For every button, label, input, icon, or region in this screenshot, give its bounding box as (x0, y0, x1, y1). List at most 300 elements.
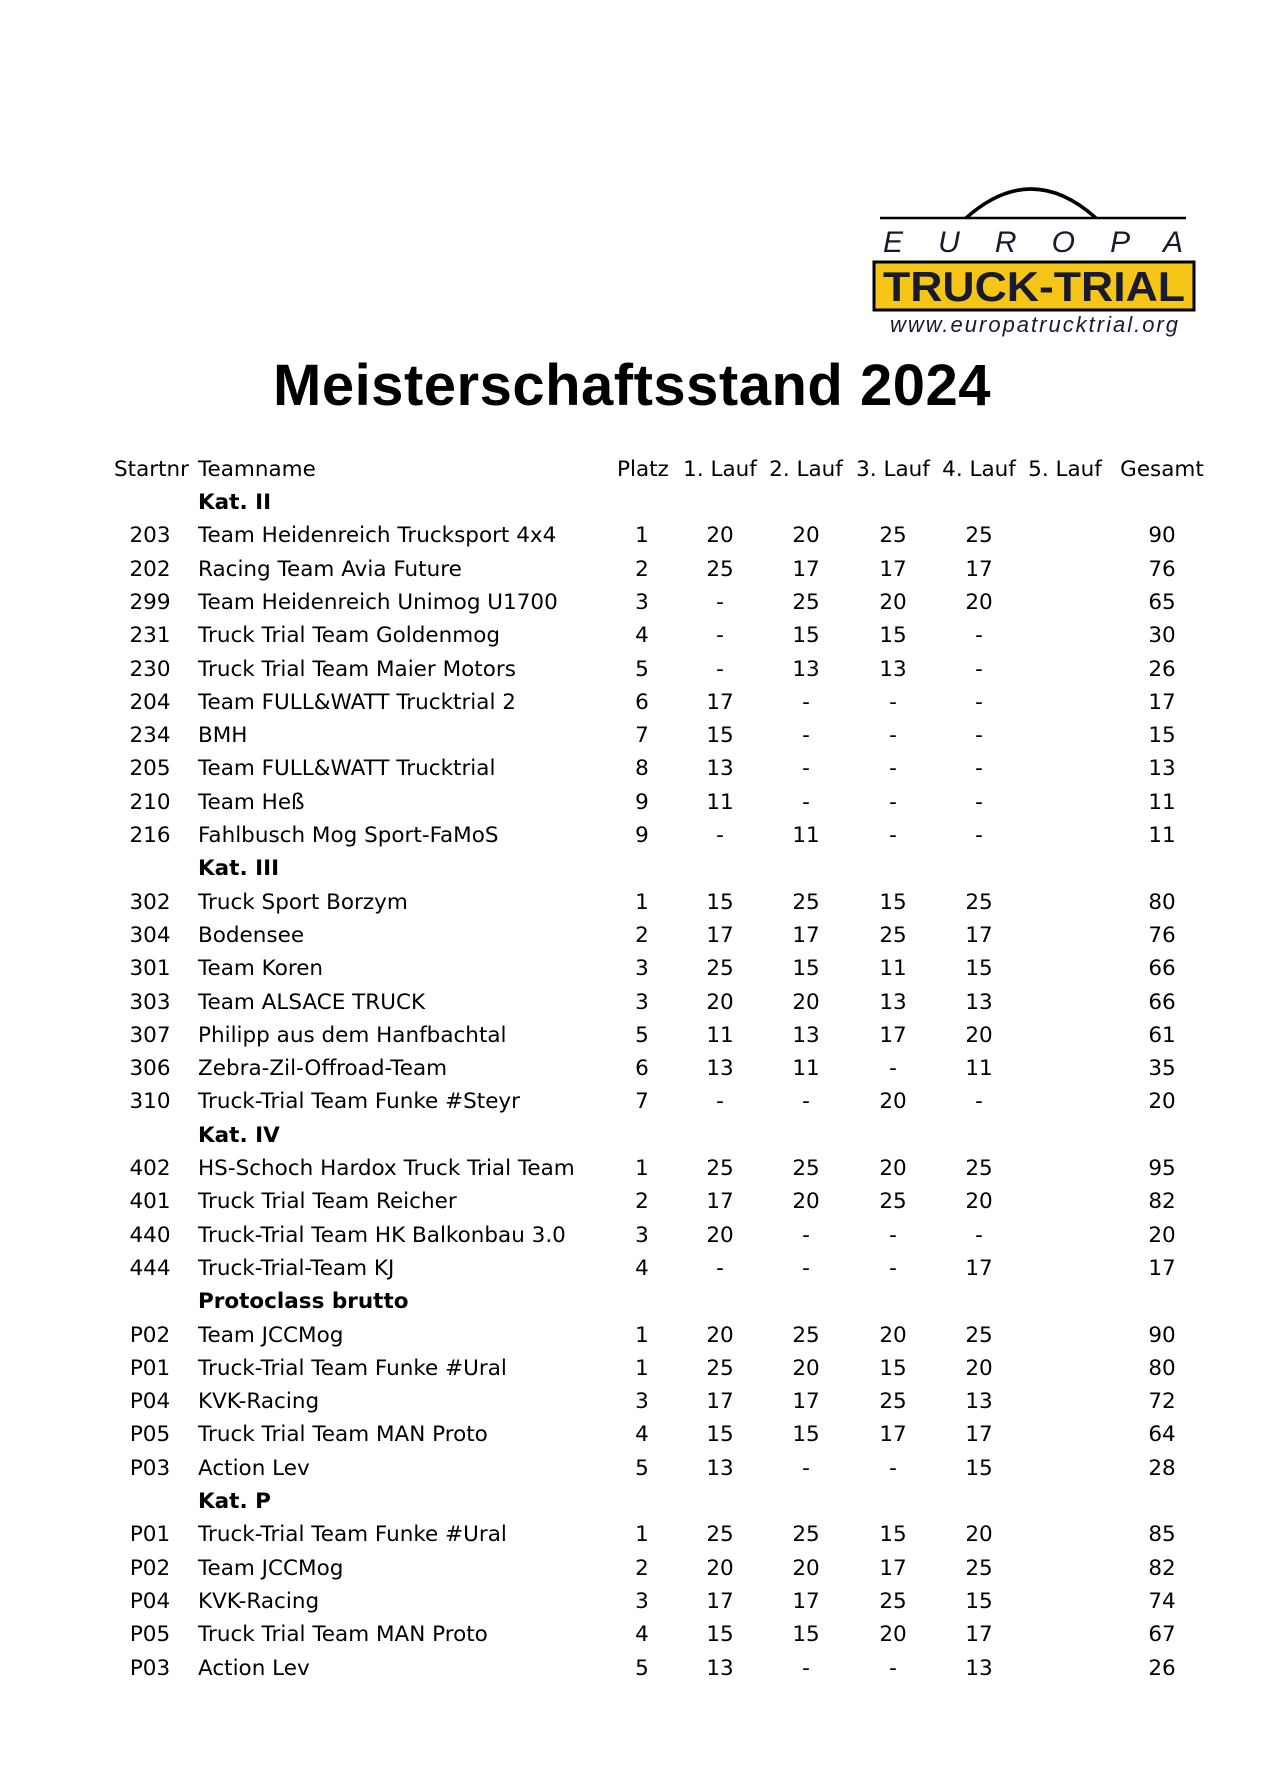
header-lauf-4: 4. Lauf (942, 457, 1016, 482)
cell-lauf-1: 17 (706, 922, 734, 948)
cell-lauf-2: 25 (792, 1322, 820, 1348)
cell-lauf-1: 25 (706, 1355, 734, 1381)
cell-lauf-2: - (802, 1089, 810, 1115)
cell-lauf-4: 17 (965, 1422, 993, 1448)
cell-gesamt: 76 (1148, 556, 1176, 582)
cell-lauf-2: 11 (792, 823, 820, 848)
header-startnr: Startnr (114, 457, 189, 482)
cell-lauf-4: 25 (965, 523, 993, 549)
table-row (0, 1052, 1264, 1085)
page-title: Meisterschaftsstand 2024 (273, 353, 991, 418)
cell-lauf-2: - (802, 723, 810, 749)
cell-startnr: P03 (129, 1655, 171, 1681)
category-heading (0, 1119, 1264, 1152)
cell-gesamt: 85 (1148, 1522, 1176, 1548)
cell-lauf-2: - (802, 756, 810, 782)
cell-platz: 3 (635, 956, 649, 982)
table-row (0, 519, 1264, 552)
cell-gesamt: 13 (1148, 756, 1176, 782)
table-row (0, 1652, 1264, 1685)
cell-gesamt: 35 (1148, 1056, 1176, 1082)
cell-teamname: BMH (198, 723, 248, 749)
cell-startnr: 203 (129, 523, 171, 549)
cell-lauf-3: 20 (879, 1322, 907, 1348)
cell-lauf-1: 20 (706, 1555, 734, 1581)
cell-platz: 4 (635, 1422, 649, 1448)
cell-lauf-1: 13 (706, 756, 734, 782)
table-row (0, 786, 1264, 819)
cell-platz: 2 (635, 922, 649, 948)
cell-lauf-1: - (716, 623, 724, 649)
table-row (0, 1385, 1264, 1418)
header-platz: Platz (617, 457, 669, 482)
cell-startnr: 301 (129, 956, 171, 982)
cell-gesamt: 17 (1148, 689, 1176, 715)
cell-teamname: KVK-Racing (198, 1588, 320, 1614)
cell-lauf-2: 13 (792, 656, 820, 682)
cell-lauf-4: - (975, 1222, 983, 1248)
cell-lauf-2: 25 (792, 589, 820, 615)
cell-lauf-1: 17 (706, 1389, 734, 1415)
cell-lauf-3: - (889, 723, 897, 749)
cell-platz: 1 (635, 523, 649, 549)
cell-startnr: 444 (129, 1255, 171, 1281)
cell-platz: 3 (635, 989, 649, 1015)
cell-teamname: Truck Trial Team MAN Proto (198, 1422, 488, 1448)
cell-lauf-2: 17 (792, 922, 820, 948)
cell-teamname: Team Heß (198, 789, 305, 815)
cell-startnr: 440 (129, 1222, 171, 1248)
cell-lauf-4: - (975, 723, 983, 749)
cell-lauf-3: - (889, 1655, 897, 1681)
cell-lauf-4: - (975, 823, 983, 848)
table-row (0, 1185, 1264, 1218)
cell-lauf-1: - (716, 1089, 724, 1115)
table-row (0, 1352, 1264, 1385)
cell-startnr: 306 (129, 1056, 171, 1082)
cell-lauf-4: 17 (965, 556, 993, 582)
cell-lauf-2: 20 (792, 523, 820, 549)
category-heading (0, 486, 1264, 519)
cell-lauf-4: - (975, 1089, 983, 1115)
cell-gesamt: 30 (1148, 623, 1176, 649)
cell-platz: 3 (635, 1222, 649, 1248)
cell-lauf-3: - (889, 1455, 897, 1481)
table-row (0, 653, 1264, 686)
cell-platz: 5 (635, 1022, 649, 1048)
cell-lauf-3: - (889, 1056, 897, 1082)
cell-lauf-4: 20 (965, 1189, 993, 1215)
cell-lauf-3: 20 (879, 1089, 907, 1115)
cell-lauf-2: 25 (792, 1156, 820, 1181)
cell-lauf-2: 15 (792, 1622, 820, 1648)
cell-lauf-2: - (802, 1655, 810, 1681)
cell-gesamt: 64 (1148, 1422, 1176, 1448)
cell-startnr: P01 (129, 1522, 171, 1548)
europa-truck-trial-logo (868, 180, 1198, 340)
cell-lauf-4: 20 (965, 589, 993, 615)
cell-startnr: 402 (129, 1156, 171, 1181)
cell-gesamt: 20 (1148, 1089, 1176, 1115)
cell-lauf-1: 17 (706, 1189, 734, 1215)
table-row (0, 586, 1264, 619)
cell-lauf-3: 17 (879, 1555, 907, 1581)
table-row (0, 1585, 1264, 1618)
header-lauf-5: 5. Lauf (1028, 457, 1102, 482)
cell-lauf-2: 20 (792, 989, 820, 1015)
cell-lauf-1: 17 (706, 689, 734, 715)
cell-platz: 6 (635, 689, 649, 715)
table-row (0, 1418, 1264, 1451)
table-row (0, 1085, 1264, 1118)
cell-gesamt: 82 (1148, 1555, 1176, 1581)
table-row (0, 1452, 1264, 1485)
cell-lauf-1: 11 (706, 1022, 734, 1048)
cell-gesamt: 15 (1148, 723, 1176, 749)
cell-startnr: P03 (129, 1455, 171, 1481)
cell-teamname: Truck-Trial Team Funke #Ural (198, 1355, 507, 1381)
cell-startnr: P05 (129, 1622, 171, 1648)
cell-lauf-1: 25 (706, 1156, 734, 1181)
cell-gesamt: 66 (1148, 956, 1176, 982)
cell-teamname: Team JCCMog (198, 1322, 344, 1348)
cell-platz: 3 (635, 589, 649, 615)
cell-gesamt: 90 (1148, 1322, 1176, 1348)
cell-lauf-3: - (889, 1255, 897, 1281)
cell-lauf-2: 11 (792, 1056, 820, 1082)
cell-lauf-4: 20 (965, 1522, 993, 1548)
cell-lauf-3: 15 (879, 623, 907, 649)
cell-teamname: Truck-Trial Team HK Balkonbau 3.0 (198, 1222, 566, 1248)
cell-teamname: Action Lev (198, 1655, 310, 1681)
cell-teamname: Truck Trial Team Reicher (198, 1189, 457, 1215)
cell-lauf-3: 20 (879, 589, 907, 615)
cell-lauf-1: 15 (706, 1622, 734, 1648)
category-heading (0, 852, 1264, 885)
category-label: Kat. III (198, 856, 280, 882)
cell-lauf-4: 13 (965, 1655, 993, 1681)
cell-lauf-3: 13 (879, 989, 907, 1015)
cell-lauf-2: 20 (792, 1555, 820, 1581)
cell-lauf-2: 13 (792, 1022, 820, 1048)
cell-gesamt: 72 (1148, 1389, 1176, 1415)
table-row (0, 1618, 1264, 1651)
cell-platz: 6 (635, 1056, 649, 1082)
cell-lauf-1: 13 (706, 1655, 734, 1681)
cell-lauf-1: 17 (706, 1588, 734, 1614)
cell-lauf-1: 20 (706, 1222, 734, 1248)
cell-startnr: 307 (129, 1022, 171, 1048)
cell-gesamt: 80 (1148, 889, 1176, 915)
category-label: Protoclass brutto (198, 1289, 409, 1315)
cell-gesamt: 80 (1148, 1355, 1176, 1381)
table-row (0, 919, 1264, 952)
cell-lauf-4: 15 (965, 1588, 993, 1614)
cell-teamname: Team FULL&WATT Trucktrial 2 (198, 689, 516, 715)
cell-lauf-4: 25 (965, 889, 993, 915)
cell-startnr: 216 (129, 823, 171, 848)
cell-lauf-2: - (802, 1455, 810, 1481)
cell-lauf-1: - (716, 1255, 724, 1281)
cell-startnr: 210 (129, 789, 171, 815)
cell-lauf-4: 11 (965, 1056, 993, 1082)
table-row (0, 1518, 1264, 1551)
cell-lauf-2: - (802, 789, 810, 815)
cell-lauf-4: 25 (965, 1555, 993, 1581)
cell-startnr: 401 (129, 1189, 171, 1215)
cell-gesamt: 82 (1148, 1189, 1176, 1215)
cell-lauf-4: 25 (965, 1156, 993, 1181)
cell-lauf-2: - (802, 1255, 810, 1281)
cell-gesamt: 17 (1148, 1255, 1176, 1281)
cell-startnr: P05 (129, 1422, 171, 1448)
cell-lauf-2: 25 (792, 1522, 820, 1548)
cell-lauf-2: - (802, 1222, 810, 1248)
cell-lauf-3: 25 (879, 523, 907, 549)
cell-startnr: P02 (129, 1322, 171, 1348)
cell-lauf-3: 25 (879, 1389, 907, 1415)
cell-gesamt: 11 (1148, 823, 1176, 848)
cell-teamname: Bodensee (198, 922, 305, 948)
cell-lauf-3: 25 (879, 922, 907, 948)
cell-platz: 4 (635, 1622, 649, 1648)
cell-lauf-4: - (975, 623, 983, 649)
header-gesamt: Gesamt (1120, 457, 1204, 482)
cell-platz: 2 (635, 556, 649, 582)
cell-teamname: Fahlbusch Mog Sport-FaMoS (198, 823, 499, 848)
cell-lauf-1: - (716, 589, 724, 615)
cell-platz: 3 (635, 1588, 649, 1614)
cell-lauf-3: 13 (879, 656, 907, 682)
cell-platz: 5 (635, 656, 649, 682)
cell-lauf-4: - (975, 789, 983, 815)
cell-lauf-2: - (802, 689, 810, 715)
cell-gesamt: 74 (1148, 1588, 1176, 1614)
cell-lauf-3: 25 (879, 1588, 907, 1614)
cell-lauf-4: - (975, 689, 983, 715)
cell-teamname: Truck-Trial Team Funke #Steyr (198, 1089, 520, 1115)
cell-lauf-4: 13 (965, 1389, 993, 1415)
cell-lauf-4: 17 (965, 1255, 993, 1281)
table-row (0, 619, 1264, 652)
category-heading (0, 1285, 1264, 1318)
cell-lauf-2: 15 (792, 1422, 820, 1448)
cell-lauf-1: - (716, 823, 724, 848)
cell-gesamt: 95 (1148, 1156, 1176, 1181)
cell-gesamt: 67 (1148, 1622, 1176, 1648)
cell-lauf-3: - (889, 1222, 897, 1248)
cell-lauf-3: - (889, 756, 897, 782)
cell-platz: 3 (635, 1389, 649, 1415)
table-header (0, 453, 1264, 486)
cell-teamname: Team JCCMog (198, 1555, 344, 1581)
cell-startnr: 234 (129, 723, 171, 749)
table-row (0, 1252, 1264, 1285)
table-row (0, 1219, 1264, 1252)
cell-teamname: HS-Schoch Hardox Truck Trial Team (198, 1156, 575, 1181)
cell-platz: 1 (635, 1156, 649, 1181)
cell-lauf-1: 15 (706, 723, 734, 749)
category-label: Kat. II (198, 490, 272, 515)
cell-gesamt: 26 (1148, 1655, 1176, 1681)
cell-lauf-2: 20 (792, 1355, 820, 1381)
cell-startnr: 303 (129, 989, 171, 1015)
cell-startnr: P01 (129, 1355, 171, 1381)
cell-lauf-3: 17 (879, 1022, 907, 1048)
cell-lauf-2: 15 (792, 956, 820, 982)
cell-lauf-3: 15 (879, 889, 907, 915)
cell-teamname: Team ALSACE TRUCK (198, 989, 426, 1015)
category-heading (0, 1485, 1264, 1518)
table-row (0, 952, 1264, 985)
table-row (0, 1552, 1264, 1585)
svg-text:E U R O P A: E U R O P A (883, 226, 1183, 259)
table-row (0, 752, 1264, 785)
cell-lauf-3: - (889, 823, 897, 848)
cell-lauf-3: 15 (879, 1522, 907, 1548)
table-row (0, 1152, 1264, 1185)
cell-lauf-1: 13 (706, 1455, 734, 1481)
cell-lauf-3: 17 (879, 556, 907, 582)
header-lauf-2: 2. Lauf (769, 457, 843, 482)
svg-text:www.europatrucktrial.org: www.europatrucktrial.org (890, 312, 1178, 337)
cell-startnr: P02 (129, 1555, 171, 1581)
cell-startnr: 230 (129, 656, 171, 682)
cell-teamname: Truck-Trial-Team KJ (198, 1255, 395, 1281)
category-label: Kat. P (198, 1489, 271, 1514)
cell-lauf-3: - (889, 789, 897, 815)
cell-startnr: P04 (129, 1389, 171, 1415)
cell-teamname: Philipp aus dem Hanfbachtal (198, 1022, 507, 1048)
cell-lauf-4: 15 (965, 956, 993, 982)
cell-platz: 5 (635, 1455, 649, 1481)
cell-lauf-3: 25 (879, 1189, 907, 1215)
cell-gesamt: 26 (1148, 656, 1176, 682)
cell-platz: 1 (635, 1322, 649, 1348)
category-label: Kat. IV (198, 1122, 280, 1148)
cell-teamname: Team Heidenreich Unimog U1700 (198, 589, 558, 615)
cell-startnr: 205 (129, 756, 171, 782)
cell-lauf-3: 11 (879, 956, 907, 982)
cell-startnr: 310 (129, 1089, 171, 1115)
table-row (0, 1019, 1264, 1052)
cell-gesamt: 61 (1148, 1022, 1176, 1048)
cell-teamname: Team Heidenreich Trucksport 4x4 (198, 523, 557, 549)
cell-lauf-4: 15 (965, 1455, 993, 1481)
cell-platz: 4 (635, 1255, 649, 1281)
cell-startnr: 231 (129, 623, 171, 649)
cell-teamname: Team Koren (198, 956, 324, 982)
cell-teamname: Action Lev (198, 1455, 310, 1481)
cell-lauf-4: - (975, 756, 983, 782)
cell-lauf-3: 20 (879, 1622, 907, 1648)
cell-lauf-3: - (889, 689, 897, 715)
cell-lauf-2: 25 (792, 889, 820, 915)
cell-platz: 2 (635, 1189, 649, 1215)
cell-startnr: 302 (129, 889, 171, 915)
cell-platz: 1 (635, 1522, 649, 1548)
cell-lauf-1: 20 (706, 1322, 734, 1348)
cell-gesamt: 90 (1148, 523, 1176, 549)
cell-lauf-2: 17 (792, 1588, 820, 1614)
table-row (0, 1319, 1264, 1352)
cell-platz: 7 (635, 723, 649, 749)
cell-startnr: 204 (129, 689, 171, 715)
cell-teamname: Racing Team Avia Future (198, 556, 462, 582)
table-row (0, 553, 1264, 586)
cell-platz: 4 (635, 623, 649, 649)
cell-teamname: Truck Trial Team MAN Proto (198, 1622, 488, 1648)
cell-startnr: 202 (129, 556, 171, 582)
cell-lauf-3: 20 (879, 1156, 907, 1181)
cell-lauf-4: 17 (965, 922, 993, 948)
cell-platz: 1 (635, 1355, 649, 1381)
cell-lauf-3: 15 (879, 1355, 907, 1381)
header-lauf-3: 3. Lauf (856, 457, 930, 482)
cell-lauf-1: 13 (706, 1056, 734, 1082)
cell-lauf-4: 20 (965, 1355, 993, 1381)
cell-startnr: 304 (129, 922, 171, 948)
cell-lauf-1: 15 (706, 1422, 734, 1448)
svg-text:TRUCK-TRIAL: TRUCK-TRIAL (883, 263, 1185, 310)
cell-lauf-2: 15 (792, 623, 820, 649)
cell-gesamt: 66 (1148, 989, 1176, 1015)
cell-platz: 9 (635, 823, 649, 848)
cell-gesamt: 76 (1148, 922, 1176, 948)
cell-lauf-2: 17 (792, 1389, 820, 1415)
cell-lauf-1: 20 (706, 523, 734, 549)
cell-startnr: 299 (129, 589, 171, 615)
cell-lauf-4: 20 (965, 1022, 993, 1048)
header-lauf-1: 1. Lauf (683, 457, 757, 482)
cell-lauf-2: 20 (792, 1189, 820, 1215)
cell-lauf-1: 25 (706, 556, 734, 582)
cell-platz: 8 (635, 756, 649, 782)
cell-lauf-4: - (975, 656, 983, 682)
cell-platz: 2 (635, 1555, 649, 1581)
cell-teamname: Truck Sport Borzym (198, 889, 408, 915)
cell-teamname: Truck-Trial Team Funke #Ural (198, 1522, 507, 1548)
table-row (0, 819, 1264, 852)
cell-lauf-1: 20 (706, 989, 734, 1015)
cell-lauf-4: 13 (965, 989, 993, 1015)
cell-teamname: Team FULL&WATT Trucktrial (198, 756, 496, 782)
cell-teamname: Truck Trial Team Maier Motors (198, 656, 516, 682)
cell-lauf-1: 25 (706, 1522, 734, 1548)
cell-teamname: Zebra-Zil-Offroad-Team (198, 1056, 448, 1082)
cell-platz: 7 (635, 1089, 649, 1115)
cell-lauf-2: 17 (792, 556, 820, 582)
cell-lauf-1: 15 (706, 889, 734, 915)
cell-gesamt: 20 (1148, 1222, 1176, 1248)
cell-platz: 1 (635, 889, 649, 915)
cell-platz: 5 (635, 1655, 649, 1681)
table-row (0, 686, 1264, 719)
cell-gesamt: 11 (1148, 789, 1176, 815)
cell-gesamt: 65 (1148, 589, 1176, 615)
cell-platz: 9 (635, 789, 649, 815)
table-row (0, 719, 1264, 752)
table-row (0, 886, 1264, 919)
cell-teamname: Truck Trial Team Goldenmog (198, 623, 501, 649)
cell-gesamt: 28 (1148, 1455, 1176, 1481)
cell-lauf-4: 17 (965, 1622, 993, 1648)
cell-lauf-1: - (716, 656, 724, 682)
cell-lauf-1: 25 (706, 956, 734, 982)
cell-lauf-1: 11 (706, 789, 734, 815)
table-row (0, 986, 1264, 1019)
cell-startnr: P04 (129, 1588, 171, 1614)
